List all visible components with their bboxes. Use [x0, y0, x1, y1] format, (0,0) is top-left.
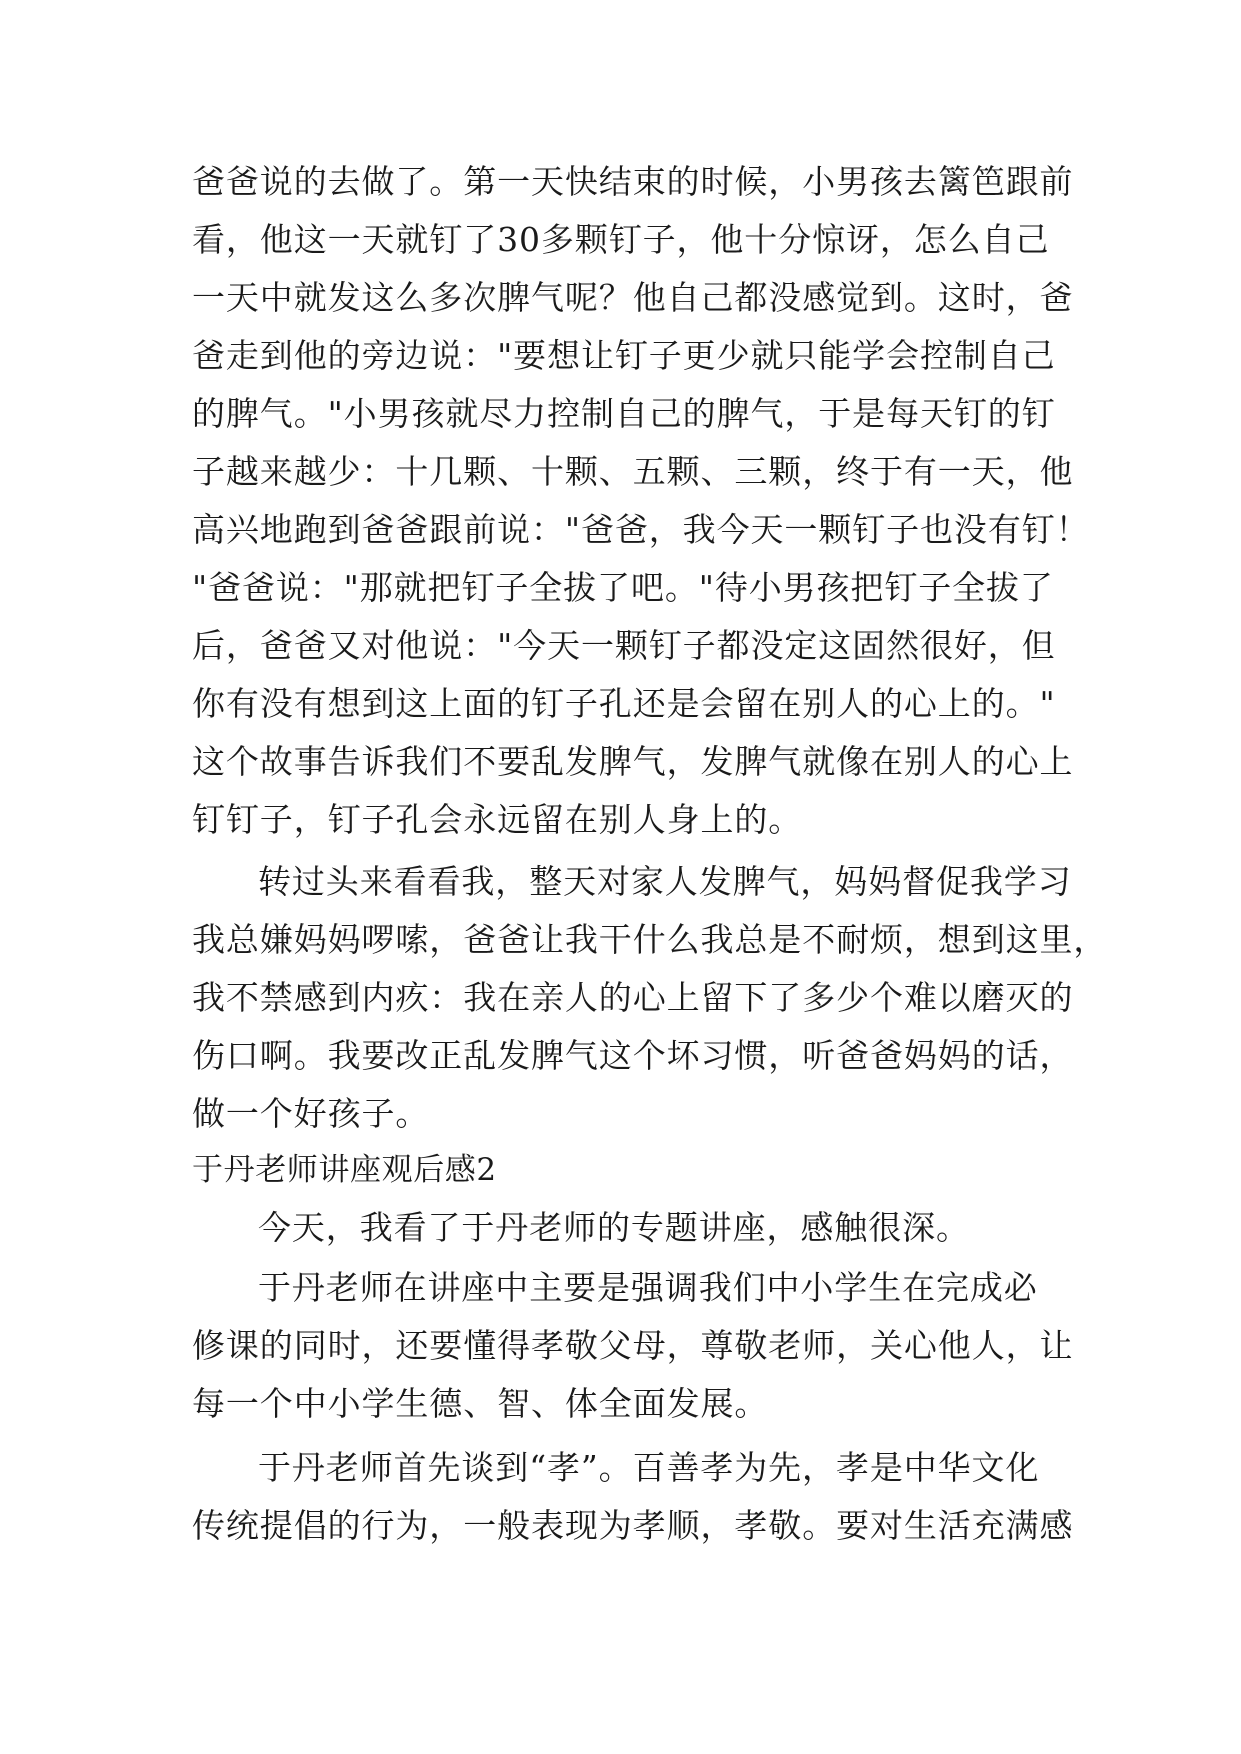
paragraph-line: 爸走到他的旁边说："要想让钉子更少就只能学会控制自己 [192, 336, 1056, 375]
paragraph-line: 钉钉子，钉子孔会永远留在别人身上的。 [192, 800, 803, 839]
paragraph-line: 我不禁感到内疚：我在亲人的心上留下了多少个难以磨灭的 [192, 978, 1074, 1017]
paragraph-line: 子越来越少：十几颗、十颗、五颗、三颗，终于有一天，他 [192, 452, 1074, 491]
paragraph-line: 修课的同时，还要懂得孝敬父母，尊敬老师，关心他人，让 [192, 1326, 1074, 1365]
paragraph-line: 做一个好孩子。 [192, 1094, 430, 1133]
paragraph-line: 看，他这一天就钉了30多颗钉子，他十分惊讶，怎么自己 [192, 220, 1050, 259]
paragraph-line: 的脾气。"小男孩就尽力控制自己的脾气，于是每天钉的钉 [192, 394, 1056, 433]
paragraph-line: 爸爸说的去做了。第一天快结束的时候，小男孩去篱笆跟前 [192, 162, 1074, 201]
paragraph-line: 我总嫌妈妈啰嗦，爸爸让我干什么我总是不耐烦，想到这里， [192, 920, 1108, 959]
paragraph-line: 于丹老师在讲座中主要是强调我们中小学生在完成必 [258, 1268, 1038, 1307]
section-title: 于丹老师讲座观后感2 [192, 1152, 497, 1188]
paragraph-line: 你有没有想到这上面的钉子孔还是会留在别人的心上的。" [192, 684, 1056, 723]
paragraph-line: 今天，我看了于丹老师的专题讲座，感触很深。 [258, 1208, 970, 1247]
paragraph-line: 高兴地跑到爸爸跟前说："爸爸，我今天一颗钉子也没有钉！ [192, 510, 1090, 549]
paragraph-line: 伤口啊。我要改正乱发脾气这个坏习惯，听爸爸妈妈的话， [192, 1036, 1074, 1075]
paragraph-line: 传统提倡的行为，一般表现为孝顺，孝敬。要对生活充满感 [192, 1506, 1074, 1545]
paragraph-line: 于丹老师首先谈到“孝”。百善孝为先，孝是中华文化 [258, 1448, 1040, 1487]
paragraph-line: 每一个中小学生德、智、体全面发展。 [192, 1384, 769, 1423]
paragraph-line: 这个故事告诉我们不要乱发脾气，发脾气就像在别人的心上 [192, 742, 1074, 781]
paragraph-line: 后，爸爸又对他说："今天一颗钉子都没定这固然很好，但 [192, 626, 1056, 665]
paragraph-line: 转过头来看看我，整天对家人发脾气，妈妈督促我学习 [258, 862, 1072, 901]
paragraph-line: "爸爸说："那就把钉子全拔了吧。"待小男孩把钉子全拔了 [192, 568, 1054, 607]
paragraph-line: 一天中就发这么多次脾气呢？他自己都没感觉到。这时，爸 [192, 278, 1074, 317]
